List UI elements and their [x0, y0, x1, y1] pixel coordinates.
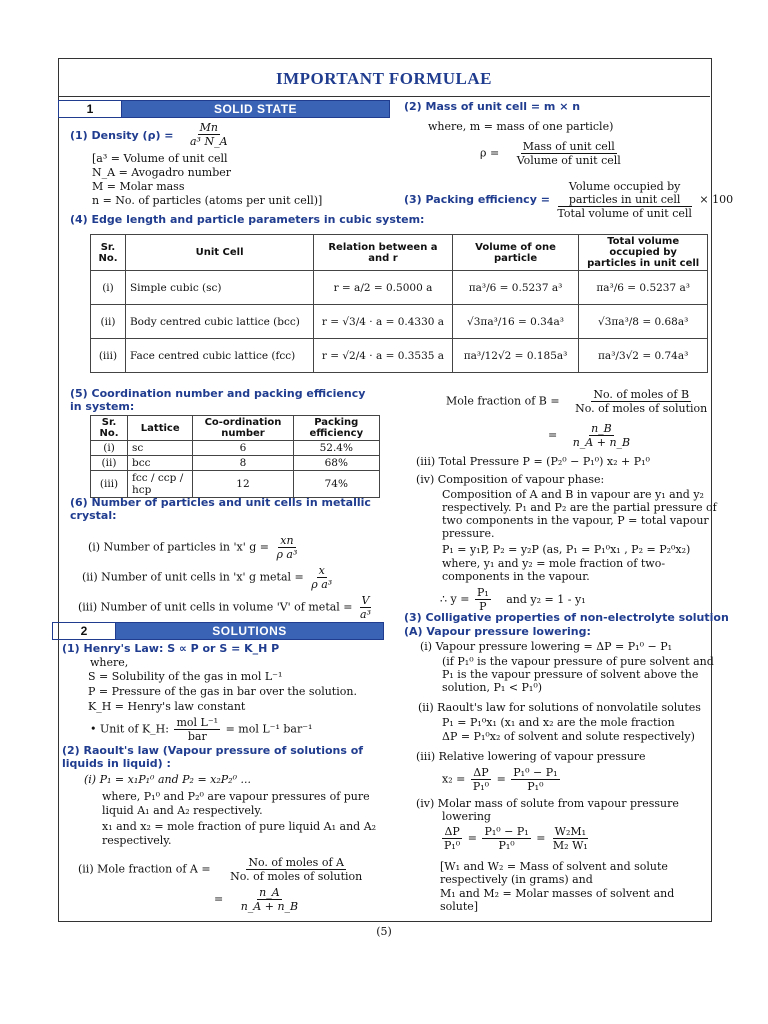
cell: 12 — [193, 471, 293, 498]
edge-length-heading: (4) Edge length and particle parameters in cubic system: — [70, 213, 425, 226]
table-row — [91, 305, 708, 339]
molar-mass-line: [W₁ and W₂ = Mass of solvent and solute — [440, 860, 668, 873]
table-row — [91, 339, 708, 373]
table-header-row — [91, 416, 380, 441]
unit-cells-in-volume: (iii) Number of unit cells in volume 'V' of metal = $\frac{V}{\text{a³}}$ — [78, 594, 371, 621]
vp-line: P₁ is the vapour pressure of solvent above the — [442, 668, 699, 681]
cell: (i) — [91, 441, 128, 456]
composition-line: respectively. P₁ and P₂ are the partial pressure of — [442, 501, 717, 514]
col-header: Packing efficiency — [293, 416, 379, 441]
henry-heading: (1) Henry's Law: S ∝ P or S = K_H P — [62, 642, 280, 655]
raoult-line: respectively. — [102, 834, 172, 847]
cell: 52.4% — [293, 441, 379, 456]
density-def-4: n = No. of particles (atoms per unit cell)] — [92, 194, 323, 207]
composition-heading: (iv) Composition of vapour phase: — [416, 473, 605, 486]
cell: 6 — [193, 441, 293, 456]
cell: sc — [128, 441, 193, 456]
cell: πa³/12√2 = 0.185a³ — [452, 339, 579, 373]
cell: 68% — [293, 456, 379, 471]
cell: r = √2/4 · a = 0.3535 a — [314, 339, 453, 373]
vp-lowering-iv: (iv) Molar mass of solute from vapour pressure — [416, 797, 679, 810]
mole-fraction-b-formula: = $\frac{n\_B}{n\_A + n\_B}$ — [548, 422, 631, 449]
vp-lowering-iii: (iii) Relative lowering of vapour pressure — [416, 750, 646, 763]
density-fraction: $\frac{Mn}{\text{a³ N\_A}}$ — [190, 121, 228, 148]
title-bar — [58, 58, 710, 97]
vp-line: (if P₁⁰ is the vapour pressure of pure solvent and — [442, 655, 714, 668]
cell: πa³/3√2 = 0.74a³ — [579, 339, 708, 373]
col-header: Total volume occupied by particles in unit cell — [579, 235, 708, 271]
raoult-line: x₁ and x₂ = mole fraction of pure liquid A₁ and A₂ — [102, 820, 377, 833]
total-pressure: (iii) Total Pressure P = (P₂⁰ − P₁⁰) x₂ + P₁⁰ — [416, 455, 650, 468]
henry-line: S = Solubility of the gas in mol L⁻¹ — [88, 670, 283, 683]
composition-line: pressure. — [442, 527, 495, 540]
coordination-table — [90, 415, 380, 498]
section-header-solid-state — [58, 100, 390, 118]
table-header-row — [91, 235, 708, 271]
col-header: Sr. No. — [91, 416, 128, 441]
raoult-line: where, P₁⁰ and P₂⁰ are vapour pressures of pure — [102, 790, 370, 803]
relative-lowering-formula: x₂ = $\frac{\Delta P}{\text{P₁⁰}}$ = $\frac{\text{P₁⁰ − P₁}}{\text{P₁⁰}}$ — [442, 766, 558, 793]
col-header: Lattice — [128, 416, 193, 441]
henry-unit: • Unit of K_H: $\frac{\text{mol L⁻¹}}{\text{bar}}$ = mol L⁻¹ bar⁻¹ — [90, 716, 313, 743]
rho-formula: ρ = $\frac{\text{Mass of unit cell}}{\text{Volume of unit cell}}$ — [480, 140, 621, 167]
vp-line: ΔP = P₁⁰x₂ of solvent and solute respectively) — [442, 730, 695, 743]
section-header-solutions — [52, 622, 384, 640]
molar-mass-formula: $\frac{\Delta P}{\text{P₁⁰}}$ = $\frac{\text{P₁⁰ − P₁}}{\text{P₁⁰}}$ = $\frac{\text{W₂M₁}}{\text{M₂ W₁}}$ — [444, 825, 588, 852]
composition-line: P₁ = y₁P, P₂ = y₂P (as, P₁ = P₁⁰x₁ , P₂ = P₂⁰x₂) — [442, 543, 691, 556]
section-number: 1 — [59, 101, 122, 117]
density-def-1: [a³ = Volume of unit cell — [92, 152, 228, 165]
vp-line: solution, P₁ < P₁⁰) — [442, 681, 543, 694]
density-heading: (1) Density (ρ) = — [70, 129, 174, 142]
raoult-equation: (i) P₁ = x₁P₁⁰ and P₂ = x₂P₂⁰ ... — [84, 773, 251, 786]
page-title: IMPORTANT FORMULAE — [275, 69, 493, 88]
henry-line: K_H = Henry's law constant — [88, 700, 246, 713]
table-row — [91, 471, 380, 498]
colligative-heading: (3) Colligative properties of non-electrolyte solution — [404, 611, 729, 624]
cell: Simple cubic (sc) — [125, 271, 313, 305]
cell: (iii) — [91, 471, 128, 498]
composition-line: where, y₁ and y₂ = mole fraction of two- — [442, 557, 666, 570]
cell: (ii) — [91, 456, 128, 471]
col-header: Relation between a and r — [314, 235, 453, 271]
mole-fraction-a: (ii) Mole fraction of A = $\frac{\text{No. of moles of A}}{\text{No. of moles of solution}}$ — [78, 856, 363, 883]
cell: πa³/6 = 0.5237 a³ — [452, 271, 579, 305]
density-def-3: M = Molar mass — [92, 180, 185, 193]
cell: r = a/2 = 0.5000 a — [314, 271, 453, 305]
cell: 74% — [293, 471, 379, 498]
composition-line: components in the vapour. — [442, 570, 590, 583]
molar-mass-line: solute] — [440, 900, 479, 913]
composition-line: two components in the vapour, P = total vapour — [442, 514, 709, 527]
packing-efficiency: (3) Packing efficiency = $\frac{\text{Volume occupied by particles in unit cell}}{\text{Total volume of unit cell}}$ × 100 — [404, 180, 734, 220]
coordination-heading: (5) Coordination number and packing efficiency in system: — [70, 387, 366, 413]
col-header: Sr. No. — [91, 235, 126, 271]
composition-line: Composition of A and B in vapour are y₁ and y₂ — [442, 488, 704, 501]
section-number: 2 — [53, 623, 116, 639]
vapour-lowering-heading: (A) Vapour pressure lowering: — [404, 625, 591, 638]
table-row — [91, 441, 380, 456]
cell: πa³/6 = 0.5237 a³ — [579, 271, 708, 305]
henry-line: P = Pressure of the gas in bar over the solution. — [88, 685, 357, 698]
section-label: SOLID STATE — [122, 101, 389, 117]
y-formula: ∴ y = $\frac{\text{P₁}}{P}$ and y₂ = 1 - y₁ — [440, 586, 586, 613]
raoult-heading: (2) Raoult's law (Vapour pressure of solutions of liquids in liquid) : — [62, 744, 364, 770]
density-def-2: N_A = Avogadro number — [92, 166, 232, 179]
cell: r = √3/4 · a = 0.4330 a — [314, 305, 453, 339]
cell: Body centred cubic lattice (bcc) — [125, 305, 313, 339]
col-header: Volume of one particle — [452, 235, 579, 271]
table-row — [91, 456, 380, 471]
table-row — [91, 271, 708, 305]
cubic-system-table — [90, 234, 708, 373]
mole-fraction-a-formula: = $\frac{n\_A}{n\_A + n\_B}$ — [214, 886, 299, 913]
cell: √3πa³/16 = 0.34a³ — [452, 305, 579, 339]
cell: (i) — [91, 271, 126, 305]
vp-lowering-i: (i) Vapour pressure lowering = ΔP = P₁⁰ − P₁ — [420, 640, 673, 653]
henry-line: where, — [90, 656, 129, 669]
section-label: SOLUTIONS — [116, 623, 383, 639]
mass-unit-cell-heading: (2) Mass of unit cell = m × n — [404, 100, 581, 113]
cell: bcc — [128, 456, 193, 471]
page-number: (5) — [376, 925, 392, 938]
cell: 8 — [193, 456, 293, 471]
vp-line: P₁ = P₁⁰x₁ (x₁ and x₂ are the mole fraction — [442, 716, 675, 729]
mole-fraction-b: Mole fraction of B = $\frac{\text{No. of moles of B}}{\text{No. of moles of solution}}$ — [446, 388, 708, 415]
col-header: Co-ordination number — [193, 416, 293, 441]
particles-heading: (6) Number of particles and unit cells in metallic crystal: — [70, 496, 371, 522]
cell: Face centred cubic lattice (fcc) — [125, 339, 313, 373]
vp-lowering-iv-2: lowering — [442, 810, 491, 823]
col-header: Unit Cell — [125, 235, 313, 271]
cell: fcc / ccp / hcp — [128, 471, 193, 498]
cell: (iii) — [91, 339, 126, 373]
molar-mass-line: respectively (in grams) and — [440, 873, 593, 886]
raoult-line: liquid A₁ and A₂ respectively. — [102, 804, 263, 817]
molar-mass-line: M₁ and M₂ = Molar masses of solvent and — [440, 887, 675, 900]
vp-lowering-ii: (ii) Raoult's law for solutions of nonvolatile solutes — [418, 701, 701, 714]
unit-cells-in-x-g: (ii) Number of unit cells in 'x' g metal = $\frac{x}{\text{ρ a³}}$ — [82, 564, 333, 591]
cell: √3πa³/8 = 0.68a³ — [579, 305, 708, 339]
mass-where: where, m = mass of one particle) — [428, 120, 614, 133]
cell: (ii) — [91, 305, 126, 339]
particles-in-x-g: (i) Number of particles in 'x' g = $\frac{xn}{\text{ρ a³}}$ — [88, 534, 298, 561]
